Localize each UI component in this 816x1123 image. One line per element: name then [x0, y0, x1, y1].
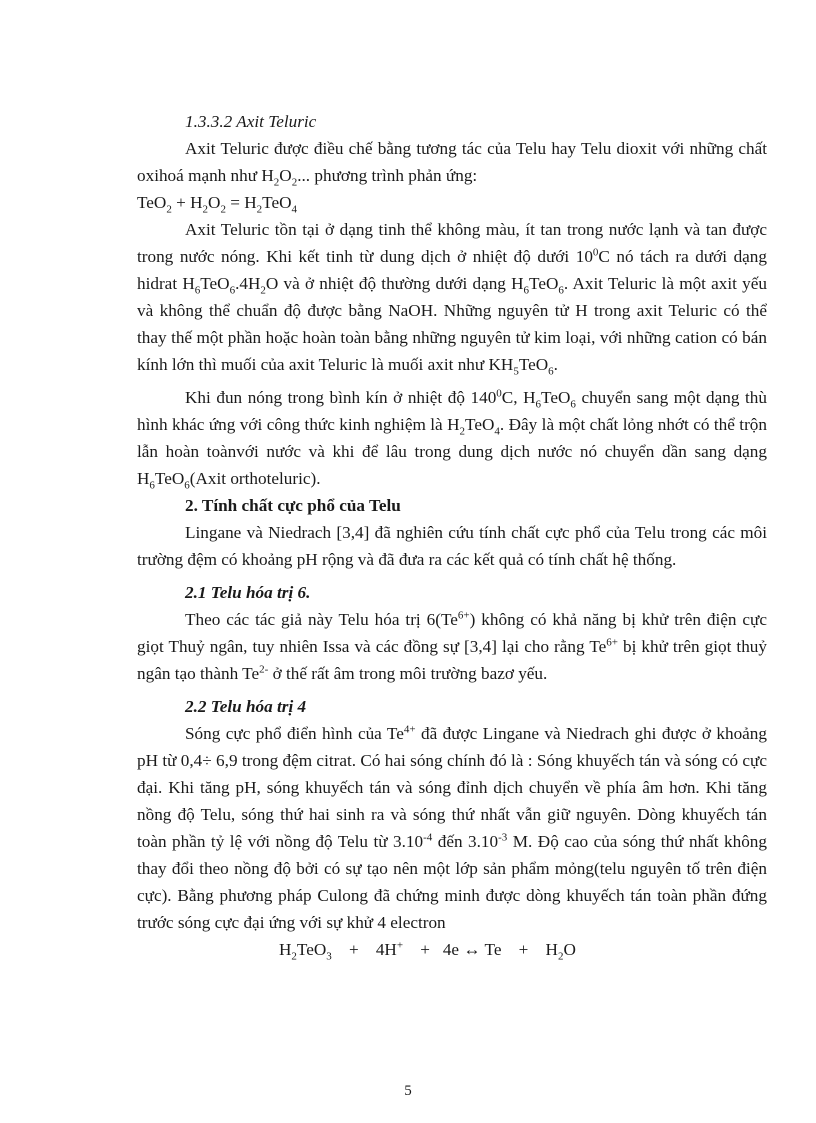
- text-run: ) không có khả năng bị khử trên điện cực giọt Thuỷ ngân, tuy nhiên Issa và các đồng sự [3,4] lại cho rằng Te: [137, 610, 767, 656]
- equation-h2teo3-reduction: [137, 936, 767, 963]
- subscript: 2: [273, 176, 280, 189]
- eq-run: = H: [225, 193, 257, 212]
- subscript: 4: [494, 425, 500, 438]
- subscript: 6: [184, 479, 190, 492]
- eq-run: TeO: [296, 940, 327, 959]
- text-run: O và ở nhiệt độ thường dưới dạng H: [265, 274, 524, 293]
- superscript: -4: [423, 831, 433, 844]
- subscript: 6: [523, 284, 530, 297]
- superscript: 0: [496, 387, 502, 400]
- eq-run: + H: [171, 193, 203, 212]
- superscript: 4+: [403, 723, 416, 736]
- text-run: đến 3.10: [432, 832, 499, 851]
- text-run: .4H: [235, 274, 261, 293]
- eq-run: H: [279, 940, 292, 959]
- paragraph-teluric-heating: [137, 384, 767, 492]
- superscript: +: [396, 939, 404, 952]
- text-run: Axit Teluric tồn tại ở dạng tinh thể không màu, ít tan trong nước lạnh và tan được trong nước nóng. Khi kết tinh từ dung dịch ở nhiệt độ dưới 10: [137, 220, 767, 266]
- subscript: 6: [229, 284, 236, 297]
- text-run: TeO: [465, 415, 495, 434]
- subscript: 4: [291, 203, 298, 216]
- subscript: 6: [570, 398, 576, 411]
- subscript: 5: [513, 365, 519, 378]
- section-heading-2-2: 2.2 Telu hóa trị 4: [185, 697, 307, 716]
- eq-run: + 4e ↔ Te + H: [403, 940, 558, 959]
- subscript: 2: [220, 203, 226, 216]
- text-run: TeO: [541, 388, 571, 407]
- subscript: 2: [166, 203, 172, 216]
- equation-teo2-h2o2: [137, 189, 767, 216]
- subscript: 2: [557, 950, 564, 963]
- superscript: -3: [498, 831, 508, 844]
- text-run: .: [553, 355, 558, 374]
- subscript: 2: [202, 203, 209, 216]
- eq-run: O: [208, 193, 221, 212]
- text-run: ... phương trình phản ứng:: [297, 166, 478, 185]
- document-page: [137, 108, 767, 963]
- text-run: O: [279, 166, 292, 185]
- paragraph-teluric-properties: [137, 216, 767, 378]
- text-run: Axit Teluric được điều chế bằng tương tác của Telu hay Telu dioxit với những chất oxihoá mạnh như H: [137, 139, 767, 185]
- subscript: 2: [260, 284, 266, 297]
- eq-run: TeO: [262, 193, 292, 212]
- section-heading-1-3-3-2: 1.3.3.2 Axit Teluric: [185, 112, 317, 131]
- text-run: Sóng cực phổ điển hình của Te: [185, 724, 404, 743]
- eq-run: O: [563, 940, 576, 959]
- text-run: (Axit orthoteluric).: [189, 469, 321, 488]
- superscript: 6+: [606, 636, 618, 649]
- text-run: bị khử trên giọt thuỷ ngân tạo thành Te: [137, 637, 767, 683]
- text-run: đã được Lingane và Niedrach ghi được ở khoảng pH từ 0,4÷ 6,9 trong đệm citrat. Có hai sóng chính đó là : Sóng khuyếch tán và sóng có cực đại. Khi tăng pH, sóng khuyếch tán và sóng đỉnh dịch chuyển về phía âm hơn. Khi tăng nồng độ Telu, sóng thứ hai sinh ra và sóng thứ nhất vẫn giữ nguyên. Dòng khuyếch tán toàn phần tỷ lệ với nồng độ Telu từ 3.10: [137, 724, 767, 851]
- text-run: Theo các tác giả này Telu hóa trị 6(Te: [185, 610, 458, 629]
- text-run: . Axit Teluric là một axit yếu và không thể chuẩn độ được bằng NaOH. Những nguyên tử H trong axit Teluric có thể thay thế một phần hoặc hoàn toàn bằng những nguyên tử kim loại, với những cation có bán kính lớn thì muối của axit Teluric là muối axit như KH: [137, 274, 767, 374]
- text-run: TeO: [518, 355, 549, 374]
- text-run: chuyển sang một dạng thù hình khác ứng với công thức kinh nghiệm là H: [137, 388, 767, 434]
- subscript: 3: [326, 950, 332, 963]
- subscript: 6: [149, 479, 155, 492]
- eq-run: TeO: [137, 193, 167, 212]
- eq-run: + 4H: [331, 940, 397, 959]
- text-run: Khi đun nóng trong bình kín ở nhiệt độ 140: [185, 388, 497, 407]
- text-run: C, H: [501, 388, 536, 407]
- paragraph-teluric-preparation: [137, 135, 767, 189]
- page-number: 5: [404, 1083, 412, 1099]
- text-run: M. Độ cao của sóng thứ nhất không thay đổi theo nồng độ bởi có sự tạo nên một lớp sản phẩm mỏng(telu nguyên tố trên điện cực). Bằng phương pháp Culong đã chứng minh được dòng khuyếch tán toàn phần đứng trước sóng cực đại ứng với sự khử 4 electron: [137, 832, 767, 932]
- subscript: 2: [291, 950, 297, 963]
- text-run: TeO: [529, 274, 559, 293]
- superscript: 2-: [259, 663, 269, 676]
- subscript: 2: [291, 176, 298, 189]
- subscript: 6: [558, 284, 564, 297]
- section-heading-2: 2. Tính chất cực phổ của Telu: [185, 496, 401, 515]
- text-run: C nó tách ra dưới dạng hidrat H: [137, 247, 767, 293]
- superscript: 0: [592, 246, 599, 259]
- subscript: 6: [548, 365, 554, 378]
- text-run: ở thế rất âm trong môi trường bazơ yếu.: [268, 664, 548, 683]
- paragraph-polarographic-intro: Lingane và Niedrach [3,4] đã nghiên cứu tính chất cực phổ của Telu trong các môi trường đệm có khoảng pH rộng và đã đưa ra các kết quả có tính chất hệ thống.: [137, 523, 767, 569]
- paragraph-telu-valence-4: [137, 720, 767, 936]
- text-run: . Đây là một chất lỏng nhớt có thể trộn lẫn hoàn toànvới nước và khi để lâu trong dung dịch nước nó chuyển dần sang dạng H: [137, 415, 767, 488]
- subscript: 2: [256, 203, 263, 216]
- text-run: TeO: [200, 274, 230, 293]
- paragraph-telu-valence-6: [137, 606, 767, 687]
- subscript: 2: [459, 425, 466, 438]
- section-heading-2-1: 2.1 Telu hóa trị 6.: [185, 583, 311, 602]
- subscript: 6: [194, 284, 201, 297]
- superscript: 6+: [457, 609, 470, 622]
- subscript: 6: [535, 398, 542, 411]
- text-run: TeO: [154, 469, 185, 488]
